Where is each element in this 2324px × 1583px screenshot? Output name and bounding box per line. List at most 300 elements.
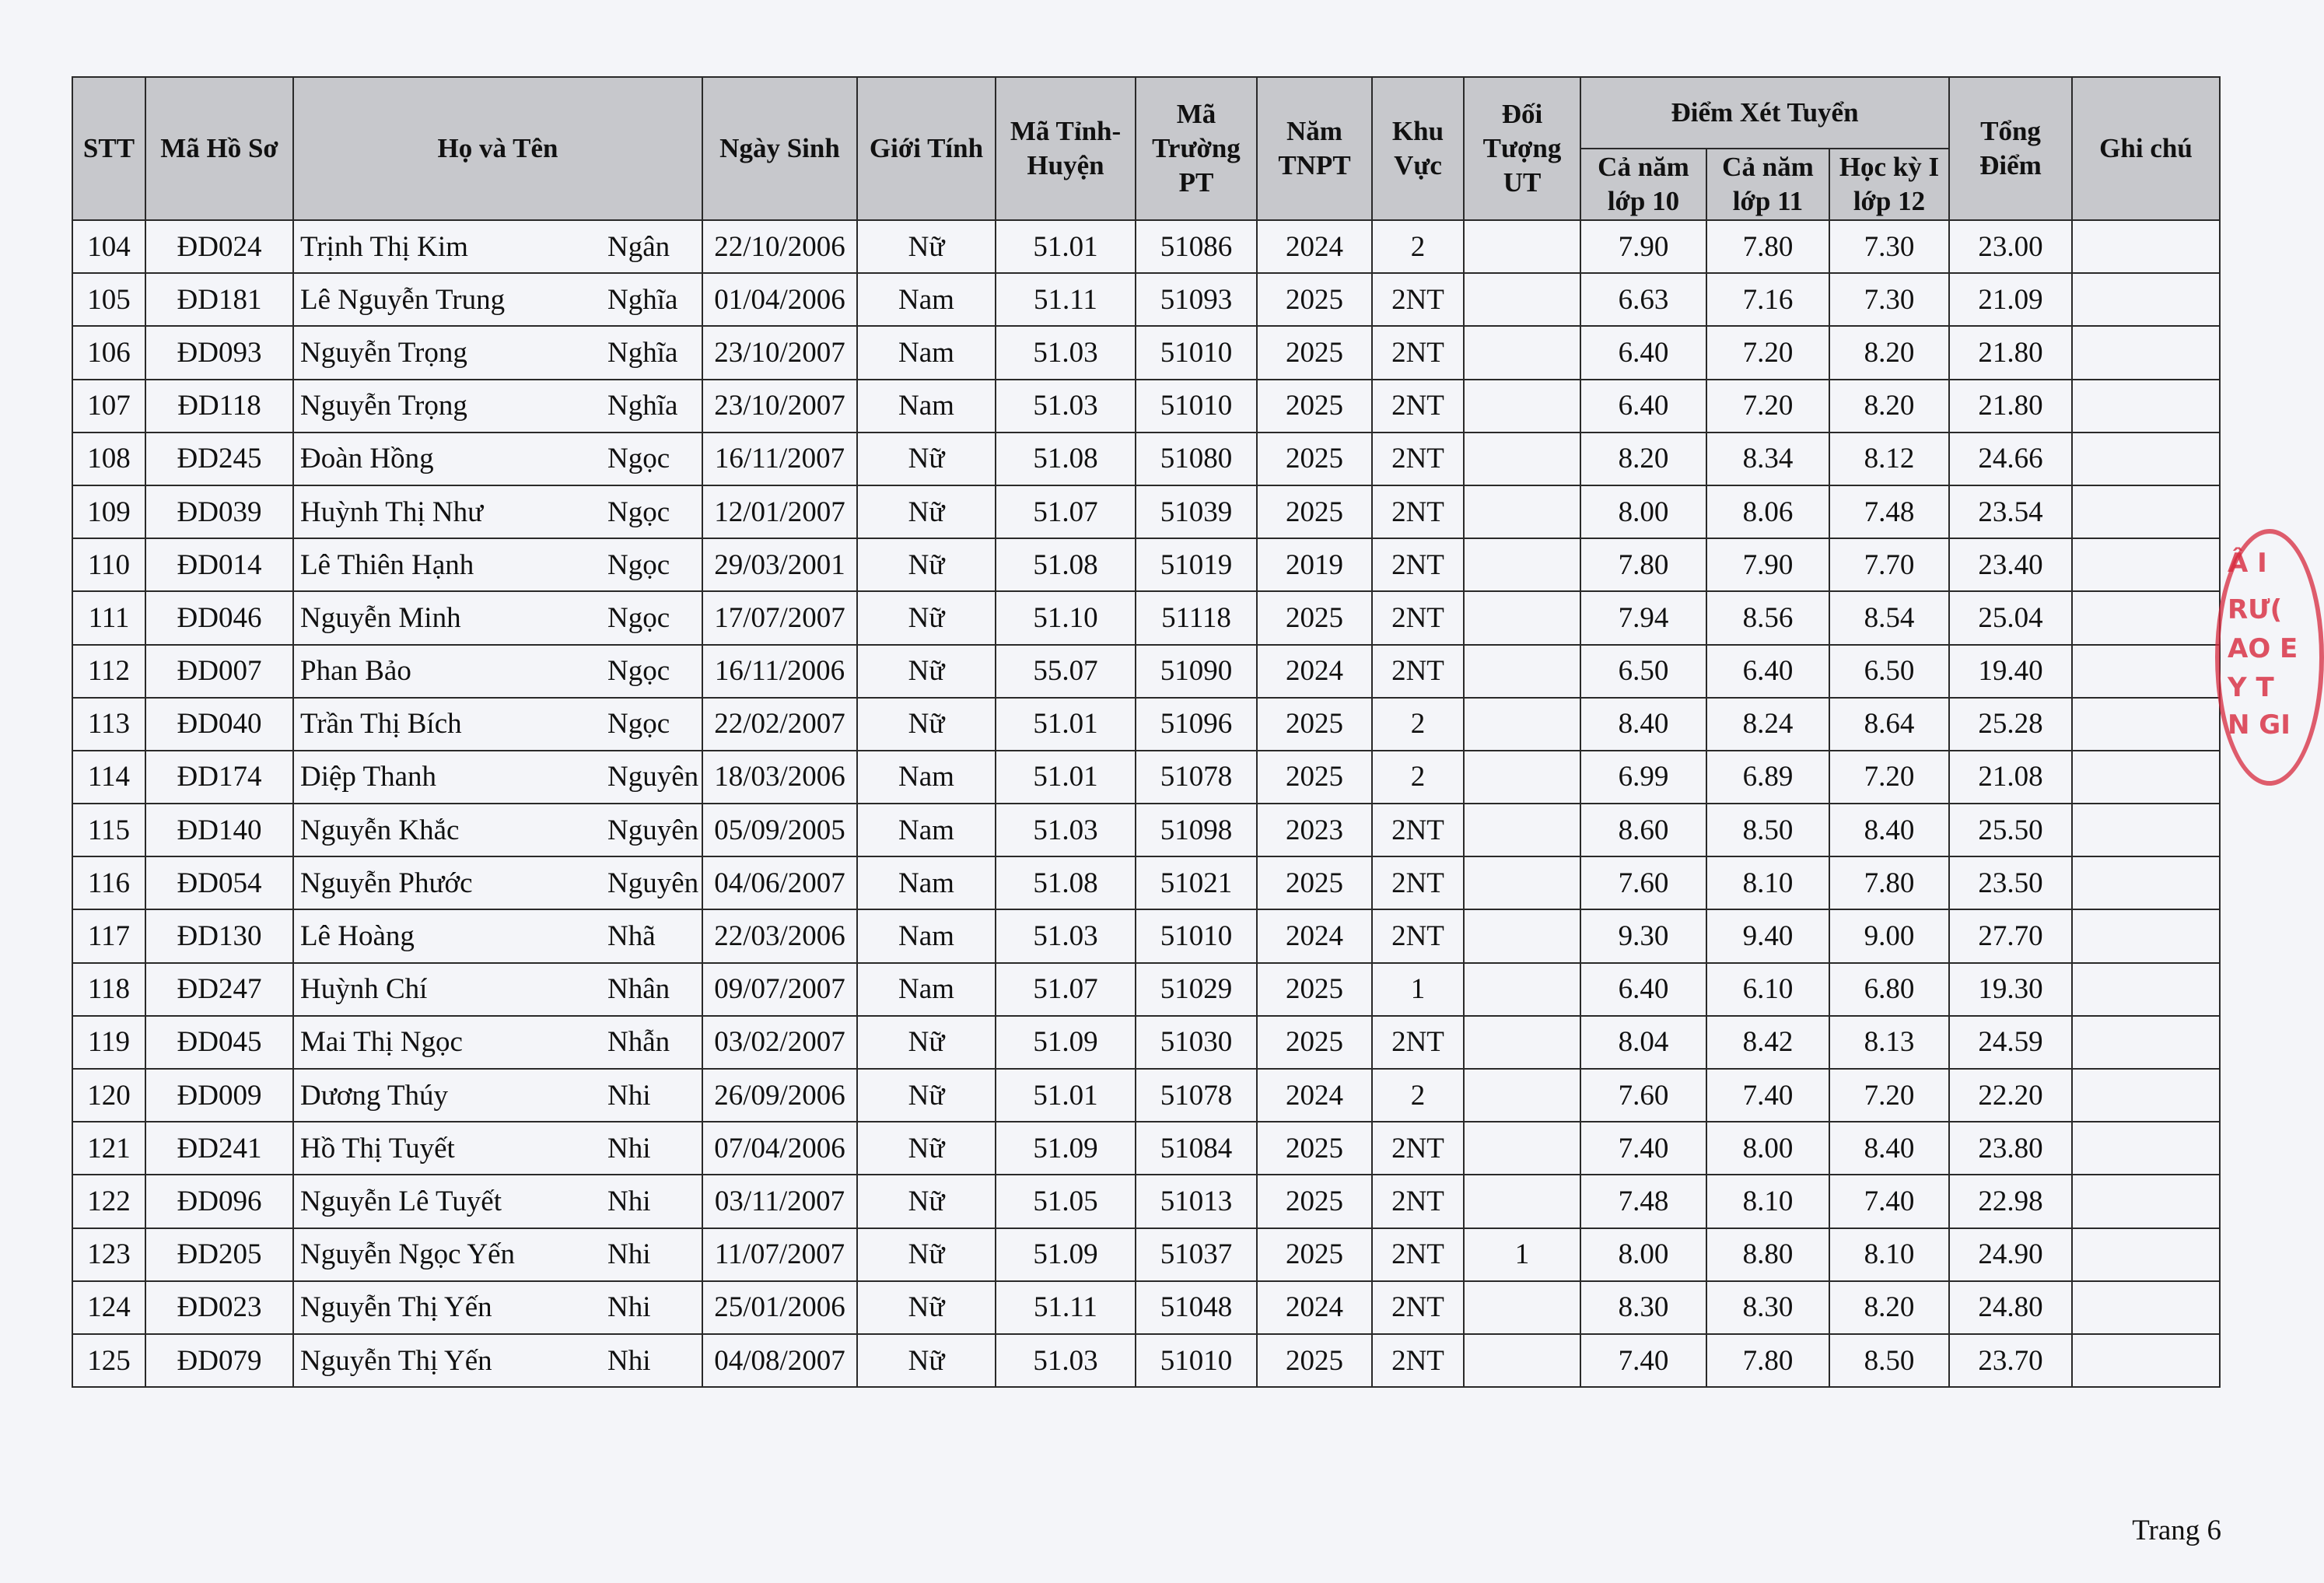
cell-ma-ho-so: ĐD040 (145, 698, 293, 751)
cell-ma-truong-pt: 51037 (1136, 1228, 1257, 1281)
cell-nam-tnpt: 2025 (1257, 485, 1372, 538)
cell-ma-tinh-huyen: 51.11 (996, 1281, 1136, 1334)
cell-khu-vuc: 2NT (1372, 909, 1464, 962)
cell-khu-vuc: 2NT (1372, 1334, 1464, 1387)
page-number: Trang 6 (2132, 1515, 2221, 1546)
cell-nam-tnpt: 2025 (1257, 591, 1372, 644)
cell-gioi-tinh: Nam (857, 856, 996, 909)
cell-ma-ho-so: ĐD241 (145, 1122, 293, 1175)
cell-ma-truong-pt: 51084 (1136, 1122, 1257, 1175)
cell-diem-lop-12: 8.40 (1829, 1122, 1949, 1175)
cell-ma-ho-so: ĐD046 (145, 591, 293, 644)
admission-list-sheet (72, 76, 2221, 1388)
cell-tong-diem: 24.90 (1949, 1228, 2072, 1281)
cell-ma-tinh-huyen: 51.07 (996, 963, 1136, 1016)
cell-khu-vuc: 2NT (1372, 645, 1464, 698)
table-row (72, 326, 2220, 379)
cell-diem-lop-12: 8.12 (1829, 433, 1949, 485)
cell-ma-truong-pt: 51019 (1136, 538, 1257, 591)
cell-stt: 106 (72, 326, 145, 379)
table-row (72, 1069, 2220, 1122)
cell-doi-tuong-ut (1464, 1016, 1580, 1069)
cell-ghi-chu (2072, 538, 2220, 591)
cell-diem-lop-12: 7.30 (1829, 273, 1949, 326)
cell-ma-truong-pt: 51013 (1136, 1175, 1257, 1228)
cell-stt: 120 (72, 1069, 145, 1122)
cell-stt: 110 (72, 538, 145, 591)
cell-doi-tuong-ut (1464, 804, 1580, 856)
cell-ngay-sinh: 23/10/2007 (702, 380, 857, 433)
ten: Nhi (607, 1132, 651, 1164)
cell-tong-diem: 21.80 (1949, 326, 2072, 379)
ten: Ngọc (607, 443, 670, 475)
cell-ngay-sinh: 09/07/2007 (702, 963, 857, 1016)
cell-nam-tnpt: 2025 (1257, 1016, 1372, 1069)
ho-dem: Đoàn Hồng (300, 443, 434, 475)
cell-nam-tnpt: 2025 (1257, 433, 1372, 485)
cell-ma-ho-so: ĐD245 (145, 433, 293, 485)
cell-ho-va-ten (293, 1069, 702, 1122)
ten: Ngọc (607, 708, 670, 741)
cell-stt: 109 (72, 485, 145, 538)
cell-diem-lop-12: 7.20 (1829, 1069, 1949, 1122)
cell-ho-va-ten (293, 220, 702, 273)
cell-diem-lop-11: 8.34 (1706, 433, 1829, 485)
ho-dem: Nguyễn Trọng (300, 336, 467, 369)
ten: Nghĩa (607, 390, 678, 422)
cell-diem-lop-10: 7.90 (1580, 220, 1706, 273)
cell-tong-diem: 24.66 (1949, 433, 2072, 485)
cell-diem-lop-11: 8.10 (1706, 1175, 1829, 1228)
cell-khu-vuc: 2NT (1372, 1281, 1464, 1334)
cell-ma-ho-so: ĐD054 (145, 856, 293, 909)
cell-diem-lop-10: 6.40 (1580, 380, 1706, 433)
header-khu-vuc: Khu Vực (1372, 77, 1464, 220)
cell-gioi-tinh: Nữ (857, 645, 996, 698)
cell-doi-tuong-ut (1464, 485, 1580, 538)
cell-ma-truong-pt: 51029 (1136, 963, 1257, 1016)
cell-khu-vuc: 2NT (1372, 1175, 1464, 1228)
cell-diem-lop-10: 7.40 (1580, 1122, 1706, 1175)
cell-khu-vuc: 2NT (1372, 591, 1464, 644)
cell-khu-vuc: 2NT (1372, 433, 1464, 485)
cell-ho-va-ten (293, 645, 702, 698)
cell-ghi-chu (2072, 856, 2220, 909)
cell-diem-lop-11: 8.50 (1706, 804, 1829, 856)
cell-ma-truong-pt: 51080 (1136, 433, 1257, 485)
cell-khu-vuc: 2 (1372, 698, 1464, 751)
cell-ma-truong-pt: 51010 (1136, 380, 1257, 433)
ten: Ngọc (607, 548, 670, 581)
table-row (72, 1281, 2220, 1334)
cell-gioi-tinh: Nữ (857, 698, 996, 751)
cell-ma-ho-so: ĐD007 (145, 645, 293, 698)
cell-khu-vuc: 2NT (1372, 804, 1464, 856)
cell-ngay-sinh: 05/09/2005 (702, 804, 857, 856)
table-row (72, 591, 2220, 644)
ho-dem: Mai Thị Ngọc (300, 1026, 463, 1059)
cell-ghi-chu (2072, 645, 2220, 698)
cell-diem-lop-11: 8.80 (1706, 1228, 1829, 1281)
cell-nam-tnpt: 2025 (1257, 856, 1372, 909)
cell-ngay-sinh: 03/11/2007 (702, 1175, 857, 1228)
cell-diem-lop-11: 8.10 (1706, 856, 1829, 909)
cell-khu-vuc: 2NT (1372, 1228, 1464, 1281)
cell-stt: 113 (72, 698, 145, 751)
cell-ho-va-ten (293, 1228, 702, 1281)
cell-ma-truong-pt: 51078 (1136, 1069, 1257, 1122)
cell-stt: 125 (72, 1334, 145, 1387)
cell-ma-truong-pt: 51118 (1136, 591, 1257, 644)
cell-diem-lop-11: 6.40 (1706, 645, 1829, 698)
table-row (72, 804, 2220, 856)
cell-diem-lop-11: 8.56 (1706, 591, 1829, 644)
ten: Ngọc (607, 496, 670, 528)
table-row (72, 273, 2220, 326)
cell-ho-va-ten (293, 1122, 702, 1175)
ten: Nguyên (607, 814, 699, 846)
cell-ma-tinh-huyen: 51.01 (996, 1069, 1136, 1122)
cell-ma-truong-pt: 51093 (1136, 273, 1257, 326)
cell-doi-tuong-ut (1464, 909, 1580, 962)
cell-ma-tinh-huyen: 55.07 (996, 645, 1136, 698)
cell-diem-lop-10: 8.00 (1580, 485, 1706, 538)
cell-stt: 123 (72, 1228, 145, 1281)
cell-gioi-tinh: Nam (857, 380, 996, 433)
cell-tong-diem: 24.59 (1949, 1016, 2072, 1069)
cell-diem-lop-12: 7.48 (1829, 485, 1949, 538)
cell-tong-diem: 25.50 (1949, 804, 2072, 856)
ho-dem: Dương Thúy (300, 1079, 449, 1112)
cell-ho-va-ten (293, 751, 702, 804)
cell-ma-ho-so: ĐD118 (145, 380, 293, 433)
cell-ngay-sinh: 03/02/2007 (702, 1016, 857, 1069)
cell-ma-truong-pt: 51010 (1136, 909, 1257, 962)
cell-ghi-chu (2072, 273, 2220, 326)
cell-ma-ho-so: ĐD140 (145, 804, 293, 856)
cell-ghi-chu (2072, 1016, 2220, 1069)
cell-stt: 112 (72, 645, 145, 698)
cell-diem-lop-11: 8.00 (1706, 1122, 1829, 1175)
table-row (72, 909, 2220, 962)
cell-diem-lop-10: 6.40 (1580, 963, 1706, 1016)
cell-doi-tuong-ut (1464, 1334, 1580, 1387)
cell-stt: 105 (72, 273, 145, 326)
cell-ma-tinh-huyen: 51.09 (996, 1016, 1136, 1069)
cell-diem-lop-10: 9.30 (1580, 909, 1706, 962)
cell-ngay-sinh: 11/07/2007 (702, 1228, 857, 1281)
ho-dem: Huỳnh Thị Như (300, 496, 484, 528)
ten: Nhi (607, 1079, 651, 1112)
cell-doi-tuong-ut (1464, 538, 1580, 591)
cell-doi-tuong-ut: 1 (1464, 1228, 1580, 1281)
cell-doi-tuong-ut (1464, 220, 1580, 273)
ten: Nhi (607, 1344, 651, 1377)
cell-gioi-tinh: Nữ (857, 1175, 996, 1228)
cell-ma-ho-so: ĐD023 (145, 1281, 293, 1334)
cell-nam-tnpt: 2025 (1257, 380, 1372, 433)
header-diem-xet-tuyen: Điểm Xét Tuyển (1580, 77, 1949, 149)
cell-ghi-chu (2072, 963, 2220, 1016)
ho-dem: Trịnh Thị Kim (300, 230, 468, 263)
cell-ghi-chu (2072, 804, 2220, 856)
ten: Nghĩa (607, 336, 678, 369)
cell-diem-lop-10: 7.40 (1580, 1334, 1706, 1387)
cell-diem-lop-12: 7.20 (1829, 751, 1949, 804)
cell-doi-tuong-ut (1464, 1281, 1580, 1334)
red-seal-stamp: Â I RƯ( AO E Y T N GI (2215, 529, 2324, 786)
cell-ho-va-ten (293, 963, 702, 1016)
cell-ma-ho-so: ĐD024 (145, 220, 293, 273)
ho-dem: Nguyễn Trọng (300, 390, 467, 422)
cell-stt: 124 (72, 1281, 145, 1334)
cell-diem-lop-12: 8.64 (1829, 698, 1949, 751)
cell-tong-diem: 22.98 (1949, 1175, 2072, 1228)
cell-diem-lop-11: 7.90 (1706, 538, 1829, 591)
cell-stt: 119 (72, 1016, 145, 1069)
cell-diem-lop-11: 8.42 (1706, 1016, 1829, 1069)
cell-stt: 104 (72, 220, 145, 273)
cell-tong-diem: 19.30 (1949, 963, 2072, 1016)
cell-diem-lop-10: 7.60 (1580, 856, 1706, 909)
cell-ma-truong-pt: 51010 (1136, 1334, 1257, 1387)
cell-diem-lop-11: 7.40 (1706, 1069, 1829, 1122)
header-ngay-sinh: Ngày Sinh (702, 77, 857, 220)
cell-ma-tinh-huyen: 51.08 (996, 433, 1136, 485)
cell-nam-tnpt: 2025 (1257, 698, 1372, 751)
cell-khu-vuc: 2NT (1372, 1122, 1464, 1175)
table-row (72, 538, 2220, 591)
ten: Nhi (607, 1185, 651, 1217)
cell-gioi-tinh: Nam (857, 273, 996, 326)
cell-ngay-sinh: 25/01/2006 (702, 1281, 857, 1334)
cell-ghi-chu (2072, 751, 2220, 804)
cell-ghi-chu (2072, 1228, 2220, 1281)
cell-gioi-tinh: Nữ (857, 591, 996, 644)
cell-diem-lop-10: 8.00 (1580, 1228, 1706, 1281)
cell-ghi-chu (2072, 326, 2220, 379)
cell-stt: 118 (72, 963, 145, 1016)
cell-khu-vuc: 1 (1372, 963, 1464, 1016)
cell-ma-tinh-huyen: 51.11 (996, 273, 1136, 326)
cell-ma-ho-so: ĐD045 (145, 1016, 293, 1069)
cell-diem-lop-12: 7.80 (1829, 856, 1949, 909)
ho-dem: Lê Thiên Hạnh (300, 548, 474, 581)
cell-ma-tinh-huyen: 51.03 (996, 909, 1136, 962)
table-row (72, 1016, 2220, 1069)
cell-stt: 111 (72, 591, 145, 644)
header-stt: STT (72, 77, 145, 220)
cell-khu-vuc: 2NT (1372, 538, 1464, 591)
cell-tong-diem: 21.08 (1949, 751, 2072, 804)
table-row (72, 485, 2220, 538)
cell-ngay-sinh: 16/11/2007 (702, 433, 857, 485)
cell-doi-tuong-ut (1464, 645, 1580, 698)
cell-doi-tuong-ut (1464, 856, 1580, 909)
cell-gioi-tinh: Nữ (857, 1016, 996, 1069)
cell-nam-tnpt: 2025 (1257, 1175, 1372, 1228)
cell-ho-va-ten (293, 485, 702, 538)
ho-dem: Lê Hoàng (300, 920, 415, 953)
cell-tong-diem: 24.80 (1949, 1281, 2072, 1334)
table-row (72, 220, 2220, 273)
cell-gioi-tinh: Nam (857, 326, 996, 379)
cell-diem-lop-12: 8.54 (1829, 591, 1949, 644)
cell-diem-lop-11: 6.10 (1706, 963, 1829, 1016)
cell-diem-lop-10: 7.48 (1580, 1175, 1706, 1228)
cell-ho-va-ten (293, 380, 702, 433)
cell-ho-va-ten (293, 909, 702, 962)
cell-ma-tinh-huyen: 51.03 (996, 326, 1136, 379)
cell-ghi-chu (2072, 380, 2220, 433)
cell-ho-va-ten (293, 591, 702, 644)
cell-diem-lop-11: 7.20 (1706, 380, 1829, 433)
cell-gioi-tinh: Nam (857, 963, 996, 1016)
cell-ghi-chu (2072, 1069, 2220, 1122)
cell-ma-ho-so: ĐD039 (145, 485, 293, 538)
cell-khu-vuc: 2 (1372, 1069, 1464, 1122)
cell-ngay-sinh: 26/09/2006 (702, 1069, 857, 1122)
cell-khu-vuc: 2NT (1372, 1016, 1464, 1069)
cell-tong-diem: 19.40 (1949, 645, 2072, 698)
cell-ngay-sinh: 17/07/2007 (702, 591, 857, 644)
cell-nam-tnpt: 2024 (1257, 645, 1372, 698)
table-row (72, 1122, 2220, 1175)
cell-diem-lop-12: 8.10 (1829, 1228, 1949, 1281)
cell-ma-tinh-huyen: 51.03 (996, 380, 1136, 433)
cell-ho-va-ten (293, 433, 702, 485)
header-ma-ho-so: Mã Hồ Sơ (145, 77, 293, 220)
cell-doi-tuong-ut (1464, 698, 1580, 751)
cell-ma-tinh-huyen: 51.08 (996, 538, 1136, 591)
table-row (72, 1228, 2220, 1281)
header-ca-nam-lop-10: Cả năm lớp 10 (1580, 149, 1706, 220)
ho-dem: Nguyễn Khắc (300, 814, 460, 846)
cell-gioi-tinh: Nữ (857, 1122, 996, 1175)
cell-stt: 108 (72, 433, 145, 485)
ho-dem: Phan Bảo (300, 655, 411, 688)
cell-diem-lop-12: 8.20 (1829, 1281, 1949, 1334)
cell-ngay-sinh: 22/10/2006 (702, 220, 857, 273)
cell-nam-tnpt: 2019 (1257, 538, 1372, 591)
cell-tong-diem: 23.80 (1949, 1122, 2072, 1175)
cell-ho-va-ten (293, 1175, 702, 1228)
cell-diem-lop-12: 8.40 (1829, 804, 1949, 856)
cell-ghi-chu (2072, 433, 2220, 485)
cell-khu-vuc: 2 (1372, 751, 1464, 804)
cell-ho-va-ten (293, 1281, 702, 1334)
cell-doi-tuong-ut (1464, 751, 1580, 804)
cell-ghi-chu (2072, 220, 2220, 273)
cell-ma-tinh-huyen: 51.01 (996, 751, 1136, 804)
cell-ma-ho-so: ĐD079 (145, 1334, 293, 1387)
cell-ho-va-ten (293, 326, 702, 379)
cell-ma-tinh-huyen: 51.03 (996, 1334, 1136, 1387)
ho-dem: Huỳnh Chí (300, 973, 428, 1006)
cell-nam-tnpt: 2025 (1257, 963, 1372, 1016)
cell-stt: 121 (72, 1122, 145, 1175)
cell-tong-diem: 23.70 (1949, 1334, 2072, 1387)
cell-ma-truong-pt: 51090 (1136, 645, 1257, 698)
ho-dem: Nguyễn Phước (300, 867, 473, 899)
cell-nam-tnpt: 2025 (1257, 1334, 1372, 1387)
cell-nam-tnpt: 2025 (1257, 1122, 1372, 1175)
cell-nam-tnpt: 2025 (1257, 751, 1372, 804)
header-hoc-ky-lop-12: Học kỳ I lớp 12 (1829, 149, 1949, 220)
cell-ghi-chu (2072, 1281, 2220, 1334)
cell-diem-lop-10: 8.60 (1580, 804, 1706, 856)
cell-ma-tinh-huyen: 51.09 (996, 1228, 1136, 1281)
cell-ngay-sinh: 22/02/2007 (702, 698, 857, 751)
cell-gioi-tinh: Nữ (857, 220, 996, 273)
ten: Nguyên (607, 761, 699, 793)
cell-tong-diem: 23.00 (1949, 220, 2072, 273)
cell-ghi-chu (2072, 485, 2220, 538)
table-row (72, 1175, 2220, 1228)
cell-ngay-sinh: 29/03/2001 (702, 538, 857, 591)
cell-ma-truong-pt: 51030 (1136, 1016, 1257, 1069)
cell-ngay-sinh: 22/03/2006 (702, 909, 857, 962)
table-row (72, 1334, 2220, 1387)
cell-ngay-sinh: 12/01/2007 (702, 485, 857, 538)
ten: Nghĩa (607, 283, 678, 316)
cell-doi-tuong-ut (1464, 1069, 1580, 1122)
cell-ma-ho-so: ĐD009 (145, 1069, 293, 1122)
cell-ho-va-ten (293, 538, 702, 591)
cell-ngay-sinh: 04/06/2007 (702, 856, 857, 909)
header-ghi-chu: Ghi chú (2072, 77, 2220, 220)
cell-ma-truong-pt: 51078 (1136, 751, 1257, 804)
cell-doi-tuong-ut (1464, 1175, 1580, 1228)
cell-ghi-chu (2072, 909, 2220, 962)
cell-ma-ho-so: ĐD247 (145, 963, 293, 1016)
cell-ma-ho-so: ĐD174 (145, 751, 293, 804)
header-ma-truong-pt: Mã Trường PT (1136, 77, 1257, 220)
cell-khu-vuc: 2NT (1372, 485, 1464, 538)
ho-dem: Trần Thị Bích (300, 708, 462, 741)
cell-diem-lop-11: 8.24 (1706, 698, 1829, 751)
cell-diem-lop-10: 8.20 (1580, 433, 1706, 485)
header-ho-va-ten: Họ và Tên (293, 77, 702, 220)
cell-diem-lop-12: 8.20 (1829, 380, 1949, 433)
cell-ma-tinh-huyen: 51.07 (996, 485, 1136, 538)
cell-stt: 107 (72, 380, 145, 433)
ho-dem: Nguyễn Thị Yến (300, 1291, 492, 1324)
cell-diem-lop-10: 6.50 (1580, 645, 1706, 698)
cell-tong-diem: 25.04 (1949, 591, 2072, 644)
cell-ma-truong-pt: 51010 (1136, 326, 1257, 379)
cell-diem-lop-12: 7.70 (1829, 538, 1949, 591)
cell-ma-ho-so: ĐD093 (145, 326, 293, 379)
cell-diem-lop-10: 8.30 (1580, 1281, 1706, 1334)
table-row (72, 380, 2220, 433)
cell-ma-ho-so: ĐD181 (145, 273, 293, 326)
cell-diem-lop-12: 6.50 (1829, 645, 1949, 698)
cell-nam-tnpt: 2024 (1257, 909, 1372, 962)
cell-gioi-tinh: Nam (857, 909, 996, 962)
cell-doi-tuong-ut (1464, 433, 1580, 485)
ten: Ngân (607, 230, 670, 263)
cell-nam-tnpt: 2023 (1257, 804, 1372, 856)
cell-diem-lop-10: 6.63 (1580, 273, 1706, 326)
cell-nam-tnpt: 2025 (1257, 273, 1372, 326)
cell-ghi-chu (2072, 1175, 2220, 1228)
cell-ma-tinh-huyen: 51.01 (996, 220, 1136, 273)
header-tong-diem: Tổng Điểm (1949, 77, 2072, 220)
cell-ho-va-ten (293, 1334, 702, 1387)
cell-ma-ho-so: ĐD130 (145, 909, 293, 962)
ho-dem: Nguyễn Minh (300, 601, 461, 634)
